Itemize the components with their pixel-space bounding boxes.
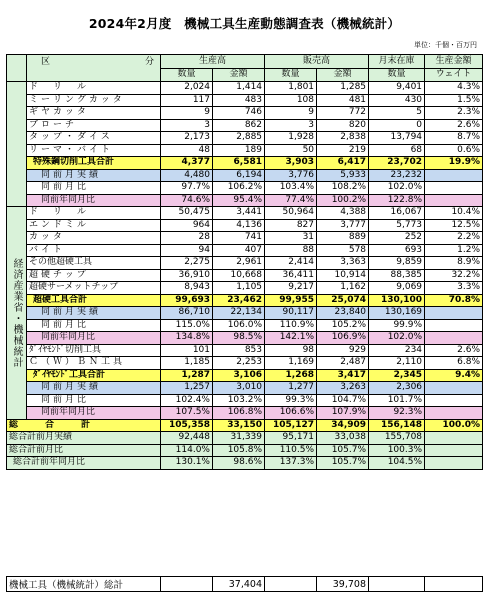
weight: 2.6% — [425, 119, 483, 132]
weight: 8.9% — [425, 257, 483, 270]
prod-qty-header: 数量 — [161, 68, 213, 82]
prod-amt-header: 金額 — [213, 68, 265, 82]
footer-empty-4 — [425, 577, 483, 592]
weight: 1.5% — [425, 94, 483, 107]
sales-qty: 36,411 — [265, 269, 317, 282]
row-label: 超硬工具合計 — [27, 294, 161, 307]
table-row — [7, 332, 483, 345]
inventory-qty: 92.3% — [369, 407, 425, 420]
row-label: 同前月比 — [27, 319, 161, 332]
side-label-top — [7, 82, 27, 207]
table-row — [7, 107, 483, 120]
sales-qty: 103.4% — [265, 182, 317, 195]
prod-qty: 94 — [161, 244, 213, 257]
prod-qty: 130.1% — [161, 457, 213, 470]
prod-amt: 33,150 — [213, 419, 265, 432]
prod-qty: 86,710 — [161, 307, 213, 320]
sales-amt: 104.7% — [317, 394, 369, 407]
weight — [425, 319, 483, 332]
weight — [425, 457, 483, 470]
sales-qty: 137.3% — [265, 457, 317, 470]
sales-qty: 142.1% — [265, 332, 317, 345]
row-label: エンドミル — [27, 219, 161, 232]
inventory-qty-header: 数量 — [369, 68, 425, 82]
prod-qty: 9 — [161, 107, 213, 120]
row-label: 同前年同月比 — [27, 194, 161, 207]
statistics-table — [6, 54, 483, 470]
prod-qty: 1,257 — [161, 382, 213, 395]
footer-empty-1 — [161, 577, 213, 592]
inventory-qty: 102.0% — [369, 332, 425, 345]
sales-qty: 77.4% — [265, 194, 317, 207]
sales-qty: 105,127 — [265, 419, 317, 432]
production-header: 生産高 — [161, 55, 265, 69]
prod-amount-header: 生産金額 — [425, 55, 483, 69]
prod-qty: 107.5% — [161, 407, 213, 420]
sales-amt: 23,840 — [317, 307, 369, 320]
table-row — [7, 407, 483, 420]
prod-amt: 6,194 — [213, 169, 265, 182]
weight: 4.3% — [425, 82, 483, 95]
inventory-qty: 0 — [369, 119, 425, 132]
inventory-qty: 88,385 — [369, 269, 425, 282]
weight: 100.0% — [425, 419, 483, 432]
sales-qty: 3 — [265, 119, 317, 132]
table-row — [7, 307, 483, 320]
inventory-qty: 122.8% — [369, 194, 425, 207]
sales-amt: 100.2% — [317, 194, 369, 207]
row-label: リーマ・バイト — [27, 144, 161, 157]
weight: 19.9% — [425, 157, 483, 170]
prod-qty: 2,024 — [161, 82, 213, 95]
sales-amt: 889 — [317, 232, 369, 245]
prod-qty: 36,910 — [161, 269, 213, 282]
table-row — [7, 94, 483, 107]
prod-amt: 407 — [213, 244, 265, 257]
prod-qty: 2,173 — [161, 132, 213, 145]
prod-amt: 106.2% — [213, 182, 265, 195]
weight: 12.5% — [425, 219, 483, 232]
prod-qty: 134.8% — [161, 332, 213, 345]
sales-qty: 98 — [265, 344, 317, 357]
inventory-header: 月末在庫 — [369, 55, 425, 69]
table-row — [7, 444, 483, 457]
weight: 32.2% — [425, 269, 483, 282]
inventory-qty: 5,773 — [369, 219, 425, 232]
weight: 0.6% — [425, 144, 483, 157]
sales-qty: 99.3% — [265, 394, 317, 407]
row-label: タップ・ダイス — [27, 132, 161, 145]
prod-amt: 189 — [213, 144, 265, 157]
sales-amt: 106.9% — [317, 332, 369, 345]
report-title: 2024年2月度 機械工具生産動態調査表（機械統計） — [88, 16, 401, 31]
prod-qty: 97.7% — [161, 182, 213, 195]
table-row — [7, 457, 483, 470]
row-label: バイト — [27, 244, 161, 257]
sales-qty: 31 — [265, 232, 317, 245]
row-label: 特殊鋼切削工具合計 — [27, 157, 161, 170]
prod-qty: 1,287 — [161, 369, 213, 382]
sales-amt: 578 — [317, 244, 369, 257]
prod-amt: 2,253 — [213, 357, 265, 370]
prod-qty: 4,480 — [161, 169, 213, 182]
weight — [425, 194, 483, 207]
row-label: 同前月実績 — [27, 307, 161, 320]
footer-sales-amount: 39,708 — [317, 577, 369, 592]
prod-amt: 3,010 — [213, 382, 265, 395]
row-label: ﾀﾞｲﾔﾓﾝﾄﾞ工具合計 — [27, 369, 161, 382]
sales-qty: 2,414 — [265, 257, 317, 270]
sales-qty: 110.5% — [265, 444, 317, 457]
inventory-qty: 5 — [369, 107, 425, 120]
table-row — [7, 157, 483, 170]
sales-qty: 90,117 — [265, 307, 317, 320]
prod-qty: 2,275 — [161, 257, 213, 270]
prod-qty: 28 — [161, 232, 213, 245]
prod-amt: 31,339 — [213, 432, 265, 445]
row-label: その他超硬工具 — [27, 257, 161, 270]
row-label: 同前月実績 — [27, 382, 161, 395]
sales-amt: 3,777 — [317, 219, 369, 232]
sales-amt-header: 金額 — [317, 68, 369, 82]
sales-amt: 105.7% — [317, 457, 369, 470]
row-label: ド リ ル — [27, 82, 161, 95]
sales-amt: 10,914 — [317, 269, 369, 282]
weight: 3.3% — [425, 282, 483, 295]
prod-qty: 4,377 — [161, 157, 213, 170]
prod-qty: 102.4% — [161, 394, 213, 407]
prod-amt: 106.0% — [213, 319, 265, 332]
unit-note: 単位：千個・百万円 — [414, 41, 477, 49]
prod-amt: 95.4% — [213, 194, 265, 207]
row-label: カッタ — [27, 232, 161, 245]
sales-qty-header: 数量 — [265, 68, 317, 82]
prod-amt: 4,136 — [213, 219, 265, 232]
sales-amt: 105.2% — [317, 319, 369, 332]
inventory-qty: 130,169 — [369, 307, 425, 320]
sales-amt: 108.2% — [317, 182, 369, 195]
sales-qty: 3,903 — [265, 157, 317, 170]
sales-amt: 6,417 — [317, 157, 369, 170]
inventory-qty: 23,232 — [369, 169, 425, 182]
prod-amt: 23,462 — [213, 294, 265, 307]
weight: 8.7% — [425, 132, 483, 145]
table-row — [7, 432, 483, 445]
category-header-top: 区 — [41, 57, 51, 67]
row-label: 同前月比 — [27, 182, 161, 195]
prod-qty: 8,943 — [161, 282, 213, 295]
inventory-qty: 2,345 — [369, 369, 425, 382]
prod-amt: 103.2% — [213, 394, 265, 407]
prod-qty: 50,475 — [161, 207, 213, 220]
table-row — [7, 319, 483, 332]
weight — [425, 444, 483, 457]
sales-amt: 3,263 — [317, 382, 369, 395]
row-label: 超硬サーメットチップ — [27, 282, 161, 295]
sales-qty: 95,171 — [265, 432, 317, 445]
sales-qty: 1,169 — [265, 357, 317, 370]
row-label: 総合計前月比 — [7, 444, 161, 457]
sales-qty: 1,277 — [265, 382, 317, 395]
inventory-qty: 155,708 — [369, 432, 425, 445]
sales-qty: 108 — [265, 94, 317, 107]
prod-amt: 10,668 — [213, 269, 265, 282]
sales-amt: 219 — [317, 144, 369, 157]
sales-amt: 481 — [317, 94, 369, 107]
row-label: 同前年同月比 — [27, 332, 161, 345]
prod-qty: 105,358 — [161, 419, 213, 432]
row-label: ギヤカッタ — [27, 107, 161, 120]
inventory-qty: 9,859 — [369, 257, 425, 270]
inventory-qty: 13,794 — [369, 132, 425, 145]
category-header-bottom: 分 — [144, 57, 154, 67]
row-label: Ｃ（Ｗ）ＢＮ工具 — [27, 357, 161, 370]
sales-qty: 1,801 — [265, 82, 317, 95]
weight: 6.8% — [425, 357, 483, 370]
table-row — [7, 132, 483, 145]
weight: 10.4% — [425, 207, 483, 220]
sales-amt: 1,285 — [317, 82, 369, 95]
table-row — [7, 119, 483, 132]
prod-qty: 117 — [161, 94, 213, 107]
table-row — [7, 357, 483, 370]
weight — [425, 382, 483, 395]
footer-empty-3 — [369, 577, 425, 592]
sales-amt: 105.7% — [317, 444, 369, 457]
sales-qty: 9 — [265, 107, 317, 120]
prod-amt: 1,105 — [213, 282, 265, 295]
prod-amt: 1,414 — [213, 82, 265, 95]
inventory-qty: 99.9% — [369, 319, 425, 332]
inventory-qty: 252 — [369, 232, 425, 245]
table-row — [7, 244, 483, 257]
table-row — [7, 282, 483, 295]
sales-qty: 88 — [265, 244, 317, 257]
sales-amt: 33,038 — [317, 432, 369, 445]
prod-amt: 3,106 — [213, 369, 265, 382]
sales-qty: 50 — [265, 144, 317, 157]
prod-qty: 48 — [161, 144, 213, 157]
sales-amt: 2,838 — [317, 132, 369, 145]
sales-amt: 4,388 — [317, 207, 369, 220]
weight — [425, 182, 483, 195]
footer-label: 機械工具（機械統計）総計 — [7, 577, 161, 592]
row-label: ブローチ — [27, 119, 161, 132]
sales-amt: 107.9% — [317, 407, 369, 420]
side-label: 経済産業省・機械統計 — [7, 207, 27, 420]
prod-qty: 99,693 — [161, 294, 213, 307]
inventory-qty: 234 — [369, 344, 425, 357]
inventory-qty: 9,069 — [369, 282, 425, 295]
weight — [425, 307, 483, 320]
prod-amt: 862 — [213, 119, 265, 132]
prod-qty: 114.0% — [161, 444, 213, 457]
sales-amt: 25,074 — [317, 294, 369, 307]
weight: 2.2% — [425, 232, 483, 245]
sales-header: 販売高 — [265, 55, 369, 69]
category-header — [27, 55, 161, 82]
inventory-qty: 104.5% — [369, 457, 425, 470]
sales-qty: 9,217 — [265, 282, 317, 295]
table-row — [7, 269, 483, 282]
sales-qty: 1,268 — [265, 369, 317, 382]
table-row — [7, 419, 483, 432]
weight — [425, 407, 483, 420]
table-row — [7, 344, 483, 357]
weight: 70.8% — [425, 294, 483, 307]
prod-amt: 98.6% — [213, 457, 265, 470]
sales-qty: 1,928 — [265, 132, 317, 145]
prod-qty: 92,448 — [161, 432, 213, 445]
inventory-qty: 9,401 — [369, 82, 425, 95]
sales-amt: 2,487 — [317, 357, 369, 370]
inventory-qty: 693 — [369, 244, 425, 257]
row-label: 総合計前月実績 — [7, 432, 161, 445]
prod-amt: 853 — [213, 344, 265, 357]
table-row — [7, 369, 483, 382]
inventory-qty: 101.7% — [369, 394, 425, 407]
prod-qty: 3 — [161, 119, 213, 132]
inventory-qty: 102.0% — [369, 182, 425, 195]
row-label: 同前年同月比 — [27, 407, 161, 420]
weight — [425, 332, 483, 345]
footer-total-table — [6, 576, 483, 592]
weight: 9.4% — [425, 369, 483, 382]
weight — [425, 169, 483, 182]
row-label: ド リ ル — [27, 207, 161, 220]
inventory-qty: 156,148 — [369, 419, 425, 432]
prod-amt: 6,581 — [213, 157, 265, 170]
sales-amt: 820 — [317, 119, 369, 132]
weight: 1.2% — [425, 244, 483, 257]
sales-qty: 3,776 — [265, 169, 317, 182]
weight — [425, 394, 483, 407]
table-row — [7, 82, 483, 95]
sales-amt: 5,933 — [317, 169, 369, 182]
prod-amt: 483 — [213, 94, 265, 107]
sales-qty: 50,964 — [265, 207, 317, 220]
inventory-qty: 130,100 — [369, 294, 425, 307]
prod-amt: 3,441 — [213, 207, 265, 220]
row-label: ﾀﾞｲﾔﾓﾝﾄﾞ切削工具 — [27, 344, 161, 357]
sales-qty: 99,955 — [265, 294, 317, 307]
weight: 2.6% — [425, 344, 483, 357]
row-label: 超硬チップ — [27, 269, 161, 282]
inventory-qty: 2,110 — [369, 357, 425, 370]
inventory-qty: 68 — [369, 144, 425, 157]
inventory-qty: 100.3% — [369, 444, 425, 457]
prod-qty: 101 — [161, 344, 213, 357]
row-label: 総 合 計 — [7, 419, 161, 432]
table-row — [7, 382, 483, 395]
prod-qty: 74.6% — [161, 194, 213, 207]
prod-amt: 2,961 — [213, 257, 265, 270]
sales-amt: 3,363 — [317, 257, 369, 270]
inventory-qty: 430 — [369, 94, 425, 107]
footer-prod-amount: 37,404 — [213, 577, 265, 592]
prod-amt: 22,134 — [213, 307, 265, 320]
inventory-qty: 16,067 — [369, 207, 425, 220]
sales-amt: 3,417 — [317, 369, 369, 382]
weight: 2.3% — [425, 107, 483, 120]
table-row — [7, 169, 483, 182]
sales-amt: 772 — [317, 107, 369, 120]
sales-amt: 34,909 — [317, 419, 369, 432]
prod-amt: 2,885 — [213, 132, 265, 145]
prod-amt: 105.8% — [213, 444, 265, 457]
sales-qty: 110.9% — [265, 319, 317, 332]
table-row — [7, 219, 483, 232]
table-row — [7, 182, 483, 195]
table-row — [7, 394, 483, 407]
sales-qty: 106.6% — [265, 407, 317, 420]
row-label: 総合計前年同月比 — [7, 457, 161, 470]
prod-qty: 115.0% — [161, 319, 213, 332]
prod-amt: 741 — [213, 232, 265, 245]
weight — [425, 432, 483, 445]
table-row — [7, 294, 483, 307]
prod-qty: 1,185 — [161, 357, 213, 370]
sales-amt: 1,162 — [317, 282, 369, 295]
inventory-qty: 2,306 — [369, 382, 425, 395]
table-row — [7, 194, 483, 207]
row-label: 同前月比 — [27, 394, 161, 407]
prod-qty: 964 — [161, 219, 213, 232]
prod-amt: 106.8% — [213, 407, 265, 420]
prod-amt: 746 — [213, 107, 265, 120]
table-row — [7, 257, 483, 270]
corner-cell — [7, 55, 27, 82]
table-row — [7, 232, 483, 245]
prod-amt: 98.5% — [213, 332, 265, 345]
weight-header: ウェイト — [425, 68, 483, 82]
inventory-qty: 23,702 — [369, 157, 425, 170]
table-row — [7, 144, 483, 157]
row-label: ミーリングカッタ — [27, 94, 161, 107]
table-row — [7, 207, 483, 220]
sales-qty: 827 — [265, 219, 317, 232]
row-label: 同前月実績 — [27, 169, 161, 182]
footer-empty-2 — [265, 577, 317, 592]
sales-amt: 929 — [317, 344, 369, 357]
